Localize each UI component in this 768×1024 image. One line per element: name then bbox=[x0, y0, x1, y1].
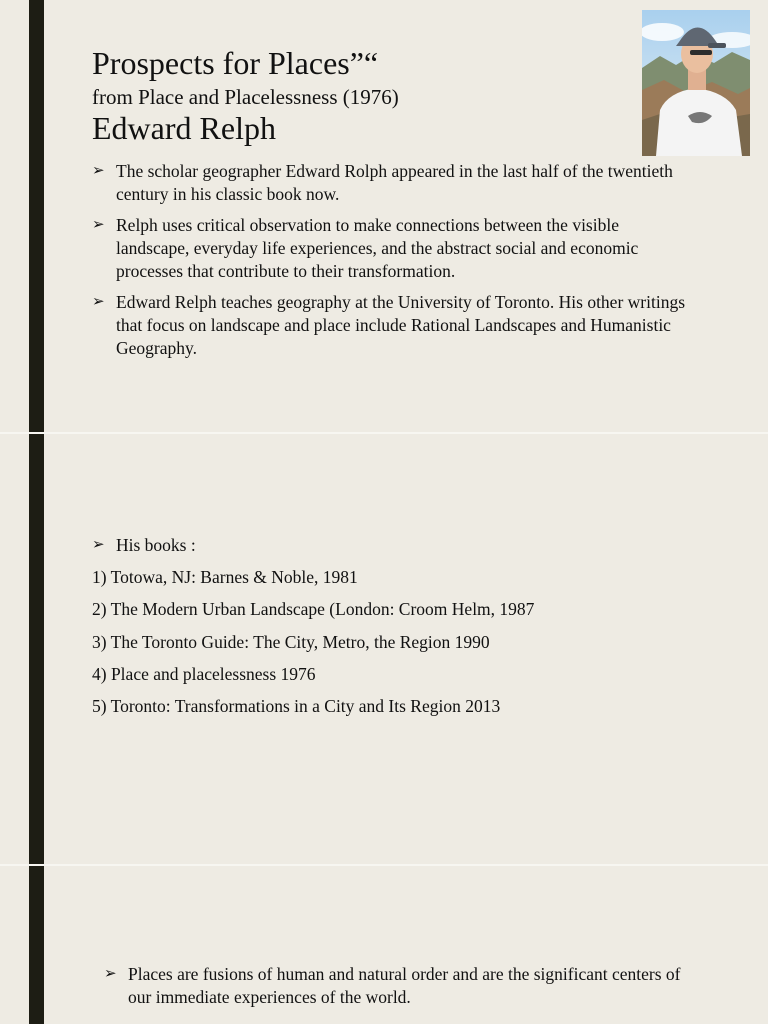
bullet-arrow-icon: ➢ bbox=[104, 966, 117, 982]
bullet-arrow-icon: ➢ bbox=[92, 217, 105, 233]
slide-2 bbox=[0, 434, 768, 864]
bullet-list bbox=[92, 160, 692, 360]
books-heading bbox=[92, 534, 692, 557]
books-list bbox=[92, 561, 534, 722]
list-item: ➢ The scholar geographer Edward Rolph appeared in the last half of the twentieth century in his classic book now. bbox=[92, 161, 673, 204]
slide-author: Edward Relph bbox=[92, 110, 276, 146]
list-item: ➢ His books : bbox=[92, 535, 196, 555]
bullet-arrow-icon: ➢ bbox=[92, 537, 105, 553]
bullet-arrow-icon: ➢ bbox=[92, 163, 105, 179]
list-item: ➢ Edward Relph teaches geography at the University of Toronto. His other writings that focus on landscape and place include Rational Landscapes and Humanistic Geography. bbox=[92, 292, 686, 358]
list-item: 1) Totowa, NJ: Barnes & Noble, 1981 bbox=[92, 567, 358, 587]
slide-3 bbox=[0, 866, 768, 1024]
author-photo bbox=[642, 10, 750, 156]
list-item: 2) The Modern Urban Landscape (London: Croom Helm, 1987 bbox=[92, 599, 535, 620]
list-item: ➢ Places are fusions of human and natural order and are the significant centers of our immediate experiences of the world. bbox=[104, 964, 681, 1007]
slide-accent-bar bbox=[29, 866, 44, 1024]
slide-subtitle: from Place and Placelessness (1976) bbox=[92, 85, 399, 109]
list-item: 4) Place and placelessness 1976 bbox=[92, 663, 316, 684]
list-item: 5) Toronto: Transformations in a City and Its Region 2013 bbox=[92, 696, 501, 717]
slide-title: Prospects for Places”“ bbox=[92, 45, 379, 81]
bullet-arrow-icon: ➢ bbox=[92, 294, 105, 310]
slide-1 bbox=[0, 0, 768, 432]
slide-accent-bar bbox=[29, 434, 44, 864]
list-item: 3) The Toronto Guide: The City, Metro, the Region 1990 bbox=[92, 631, 490, 652]
bullet-list bbox=[104, 963, 704, 1009]
slide-accent-bar bbox=[29, 0, 44, 432]
list-item: ➢ Relph uses critical observation to make connections between the visible landscape, everyday life experiences, and the abstract social and economic processes that contribute to their transformation. bbox=[92, 215, 639, 281]
